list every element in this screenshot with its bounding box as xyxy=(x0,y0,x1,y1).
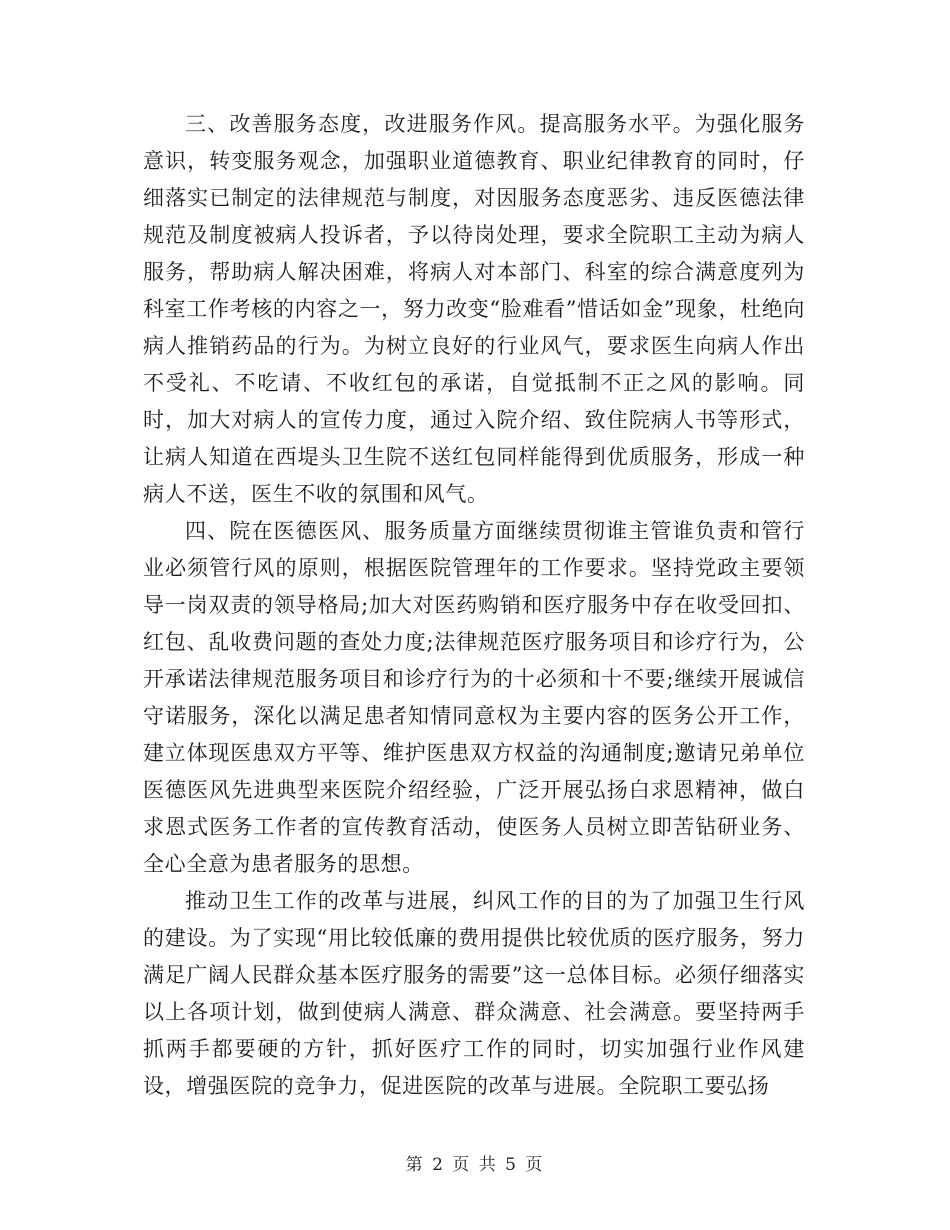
document-body xyxy=(143,106,805,1105)
paragraph-section-4: 四、院在医德医风、服务质量方面继续贯彻谁主管谁负责和管行业必须管行风的原则，根据医院管理年的工作要求。坚持党政主要领导一岗双责的领导格局;加大对医药购销和医疗服务中存在收受回扣、红包、乱收费问题的查处力度;法律规范医疗服务项目和诊疗行为，公开承诺法律规范服务项目和诊疗行为的十必须和十不要;继续开展诚信守诺服务，深化以满足患者知情同意权为主要内容的医务公开工作，建立体现医患双方平等、维护医患双方权益的沟通制度;邀请兄弟单位医德医风先进典型来医院介绍经验，广泛开展弘扬白求恩精神，做白求恩式医务工作者的宣传教育活动，使医务人员树立即苦钻研业务、全心全意为患者服务的思想。 xyxy=(143,519,805,876)
paragraph-section-3: 三、改善服务态度，改进服务作风。提高服务水平。为强化服务意识，转变服务观念，加强职业道德教育、职业纪律教育的同时，仔细落实已制定的法律规范与制度，对因服务态度恶劣、违反医德法律规范及制度被病人投诉者，予以待岗处理，要求全院职工主动为病人服务，帮助病人解决困难，将病人对本部门、科室的综合满意度列为科室工作考核的内容之一，努力改变“脸难看”惜话如金”现象，杜绝向病人推销药品的行为。为树立良好的行业风气，要求医生向病人作出不受礼、不吃请、不收红包的承诺，自觉抵制不正之风的影响。同时，加大对病人的宣传力度，通过入院介绍、致住院病人书等形式，让病人知道在西堤头卫生院不送红包同样能得到优质服务，形成一种病人不送，医生不收的氛围和风气。 xyxy=(143,112,805,506)
paragraph-conclusion: 推动卫生工作的改革与进展，纠风工作的目的为了加强卫生行风的建设。为了实现“用比较低廉的费用提供比较优质的医疗服务，努力满足广阔人民群众基本医疗服务的需要”这一总体目标。必须仔细落实以上各项计划，做到使病人满意、群众满意、社会满意。要坚持两手抓两手都要硬的方针，抓好医疗工作的同时，切实加强行业作风建设，增强医院的竞争力，促进医院的改革与进展。全院职工要弘扬 xyxy=(143,889,805,1098)
page-number-footer: 第 2 页 共 5 页 xyxy=(405,1155,545,1175)
